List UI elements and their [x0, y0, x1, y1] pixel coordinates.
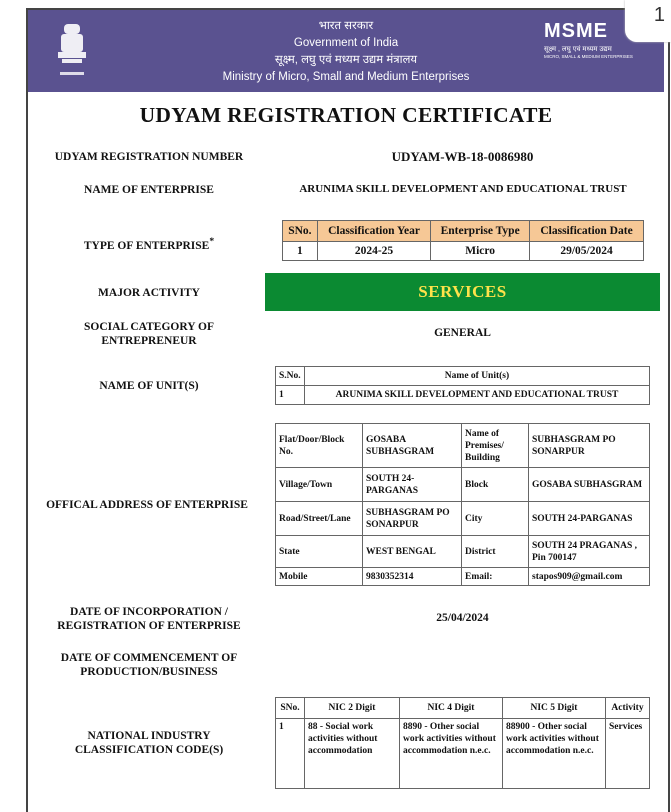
- msme-logo-letters: MSME: [544, 20, 608, 42]
- social-category-label: [40, 320, 258, 348]
- col-nic5: NIC 5 Digit: [503, 698, 606, 719]
- table-row: [283, 242, 644, 261]
- units-header-row: [276, 367, 650, 386]
- cell-sno: 1: [283, 242, 318, 261]
- major-activity-value: SERVICES: [265, 273, 660, 311]
- classification-header-row: [283, 221, 644, 242]
- enterprise-name-label: NAME OF ENTERPRISE: [84, 184, 214, 196]
- col-classification-year: Classification Year: [317, 221, 430, 242]
- page-number-badge: 1: [625, 0, 671, 42]
- table-row: [276, 502, 650, 536]
- header-banner: [28, 10, 664, 92]
- nic-label-line1: NATIONAL INDUSTRY: [87, 730, 211, 742]
- village-value: SOUTH 24-PARGANAS: [363, 468, 462, 502]
- block-label: Block: [462, 468, 529, 502]
- col-sno: SNo.: [283, 221, 318, 242]
- incorporation-label-line2: REGISTRATION OF ENTERPRISE: [57, 620, 241, 632]
- certificate-frame: [26, 8, 670, 812]
- incorporation-value: 25/04/2024: [436, 612, 489, 624]
- hindi-government: भारत सरकार: [318, 20, 374, 32]
- district-label: District: [462, 536, 529, 568]
- incorporation-label-line1: DATE OF INCORPORATION /: [70, 606, 228, 618]
- social-category-value: GENERAL: [434, 327, 491, 339]
- road-label: Road/Street/Lane: [276, 502, 363, 536]
- enterprise-name-value: ARUNIMA SKILL DEVELOPMENT AND EDUCATIONAL TRUST: [299, 183, 627, 195]
- table-row: [276, 536, 650, 568]
- asterisk: *: [209, 236, 215, 247]
- social-category-label-line1: SOCIAL CATEGORY OF: [84, 321, 214, 333]
- col-enterprise-type: Enterprise Type: [431, 221, 530, 242]
- government-of-india: Government of India: [293, 37, 399, 49]
- state-label: State: [276, 536, 363, 568]
- table-row: [276, 719, 650, 789]
- cell-type: Micro: [431, 242, 530, 261]
- mobile-value: 9830352314: [363, 568, 462, 586]
- nic-header-row: [276, 698, 650, 719]
- col-classification-date: Classification Date: [530, 221, 644, 242]
- table-row: [276, 424, 650, 468]
- nic-table: [275, 697, 650, 789]
- col-sno: SNo.: [276, 698, 305, 719]
- cell-sno: 1: [276, 386, 305, 405]
- incorporation-label: [40, 605, 258, 633]
- header-text: [148, 18, 544, 86]
- enterprise-type-label: [40, 235, 258, 253]
- flat-value: GOSABA SUBHASGRAM: [363, 424, 462, 468]
- cell-nic4: 8890 - Other social work activities without accommodation n.e.c.: [400, 719, 503, 789]
- email-value: stapos909@gmail.com: [529, 568, 650, 586]
- national-emblem-icon: [52, 20, 92, 84]
- cell-nic2: 88 - Social work activities without accommodation: [305, 719, 400, 789]
- msme-logo-english: MICRO, SMALL & MEDIUM ENTERPRISES: [544, 54, 633, 59]
- city-label: City: [462, 502, 529, 536]
- state-value: WEST BENGAL: [363, 536, 462, 568]
- district-value: SOUTH 24 PRAGANAS , Pin 700147: [529, 536, 650, 568]
- cell-unit-name: ARUNIMA SKILL DEVELOPMENT AND EDUCATIONAL TRUST: [305, 386, 650, 405]
- col-unit-name: Name of Unit(s): [305, 367, 650, 386]
- hindi-ministry: सूक्ष्म, लघु एवं मध्यम उद्यम मंत्रालय: [274, 54, 418, 66]
- units-label: NAME OF UNIT(S): [99, 380, 199, 392]
- address-label: OFFICAL ADDRESS OF ENTERPRISE: [46, 499, 248, 511]
- cell-nic5: 88900 - Other social work activities without accommodation n.e.c.: [503, 719, 606, 789]
- reg-number-value: UDYAM-WB-18-0086980: [391, 149, 534, 164]
- social-category-label-line2: ENTREPRENEUR: [101, 335, 197, 347]
- village-label: Village/Town: [276, 468, 363, 502]
- cell-activity: Services: [606, 719, 650, 789]
- commencement-label-line1: DATE OF COMMENCEMENT OF: [60, 652, 238, 664]
- cell-sno: 1: [276, 719, 305, 789]
- cutoff-next-row: [48, 803, 428, 810]
- cell-date: 29/05/2024: [530, 242, 644, 261]
- table-row: [276, 468, 650, 502]
- col-nic4: NIC 4 Digit: [400, 698, 503, 719]
- classification-table: [282, 220, 644, 261]
- nic-label: [40, 729, 258, 757]
- address-table: [275, 423, 650, 586]
- reg-number-label: UDYAM REGISTRATION NUMBER: [54, 151, 244, 163]
- col-sno: S.No.: [276, 367, 305, 386]
- table-row: [276, 568, 650, 586]
- table-row: [276, 386, 650, 405]
- commencement-label: [40, 651, 258, 679]
- premises-value: SUBHASGRAM PO SONARPUR: [529, 424, 650, 468]
- cell-year: 2024-25: [317, 242, 430, 261]
- enterprise-type-label-text: TYPE OF ENTERPRISE: [83, 239, 210, 252]
- col-activity: Activity: [606, 698, 650, 719]
- nic-label-line2: CLASSIFICATION CODE(S): [74, 744, 224, 756]
- major-activity-label: MAJOR ACTIVITY: [98, 287, 200, 299]
- mobile-label: Mobile: [276, 568, 363, 586]
- msme-logo-hindi: सूक्ष्म , लघु एवं मध्यम उद्यम: [544, 46, 612, 53]
- commencement-label-line2: PRODUCTION/BUSINESS: [80, 666, 218, 678]
- col-nic2: NIC 2 Digit: [305, 698, 400, 719]
- units-table: [275, 366, 650, 405]
- certificate-title: UDYAM REGISTRATION CERTIFICATE: [139, 103, 553, 127]
- email-label: Email:: [462, 568, 529, 586]
- road-value: SUBHASGRAM PO SONARPUR: [363, 502, 462, 536]
- city-value: SOUTH 24-PARGANAS: [529, 502, 650, 536]
- block-value: GOSABA SUBHASGRAM: [529, 468, 650, 502]
- flat-label: Flat/Door/Block No.: [276, 424, 363, 468]
- premises-label: Name of Premises/ Building: [462, 424, 529, 468]
- ministry-name: Ministry of Micro, Small and Medium Enterprises: [222, 71, 470, 83]
